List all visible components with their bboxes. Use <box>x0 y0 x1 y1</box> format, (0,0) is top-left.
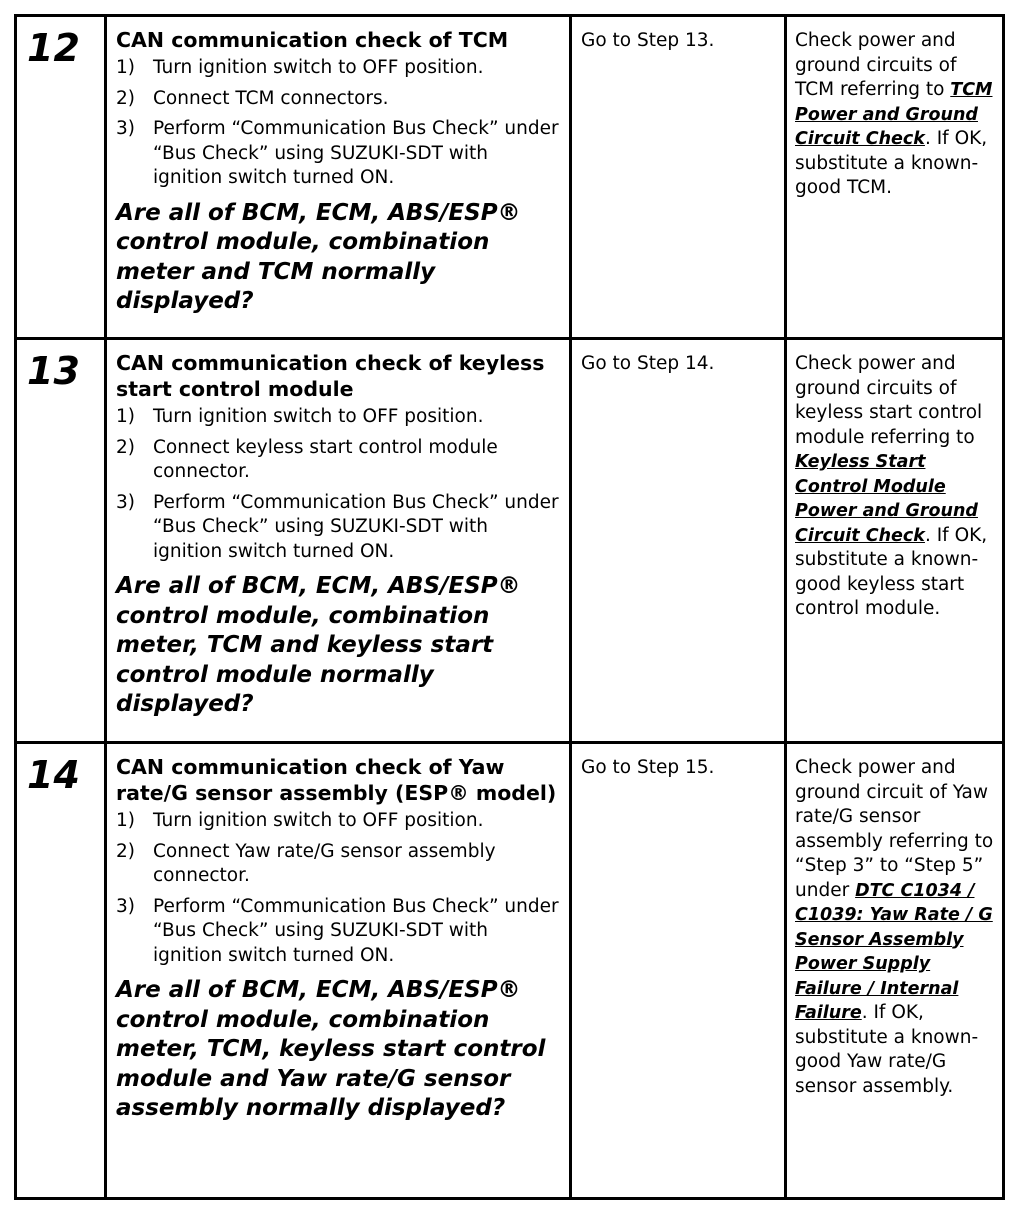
step-title: CAN communication check of Yaw rate/G sensor assembly (ESP® model) <box>116 755 557 805</box>
substep-number: 1) <box>116 406 135 427</box>
substep <box>116 87 561 112</box>
substep-text: Connect TCM connectors. <box>153 87 389 109</box>
step-title: CAN communication check of TCM <box>116 28 509 52</box>
substep <box>116 809 561 834</box>
yes-result: Go to Step 15. <box>581 757 715 778</box>
step-no-cell <box>786 743 1004 1199</box>
step-action-cell <box>106 743 571 1199</box>
step-yes-cell <box>571 743 786 1199</box>
substep-text: Turn ignition switch to OFF position. <box>153 406 484 427</box>
substep-number: 3) <box>116 491 135 513</box>
substep-text: Perform “Communication Bus Check” under “Bus Check” using SUZUKI-SDT with ignition switch turned ON. <box>153 895 559 966</box>
substep-text: Turn ignition switch to OFF position. <box>153 57 484 78</box>
substep-number: 2) <box>116 840 135 862</box>
step-action-cell <box>106 16 571 339</box>
substep <box>116 436 561 485</box>
no-text-after: . If OK, substitute a known-good TCM. <box>795 128 988 198</box>
no-procedure-link[interactable]: DTC C1034 / C1039: Yaw Rate / G Sensor Assembly Power Supply Failure / Internal Failure <box>795 880 993 1023</box>
step-row <box>16 339 1004 743</box>
step-number-cell <box>16 339 106 743</box>
substep-number: 2) <box>116 87 135 109</box>
no-text-after: . If OK, substitute a known-good keyless start control module. <box>795 524 988 619</box>
substep <box>116 56 561 81</box>
substep <box>116 491 561 565</box>
no-text-before: Check power and ground circuit of Yaw rate/G sensor assembly referring to “Step 3” to “Step 5” under <box>795 757 994 901</box>
no-result <box>787 744 1002 1099</box>
substep <box>116 840 561 889</box>
step-row <box>16 743 1004 1199</box>
substep <box>116 117 561 191</box>
yes-result: Go to Step 14. <box>581 353 715 374</box>
step-number-cell <box>16 16 106 339</box>
step-title: CAN communication check of keyless start control module <box>116 351 545 401</box>
no-result <box>787 340 1002 622</box>
step-number-cell <box>16 743 106 1199</box>
substep-number: 1) <box>116 810 135 831</box>
step-question: Are all of BCM, ECM, ABS/ESP® control module, combination meter and TCM normally displayed? <box>116 199 521 314</box>
no-procedure-link[interactable]: TCM Power and Ground Circuit Check <box>795 80 993 149</box>
step-question: Are all of BCM, ECM, ABS/ESP® control module, combination meter, TCM and keyless start control module normally displayed? <box>116 573 521 717</box>
substep-list <box>116 809 561 968</box>
substep-text: Connect keyless start control module connector. <box>153 436 498 482</box>
step-number: 13 <box>27 349 80 393</box>
substep-number: 2) <box>116 436 135 458</box>
substep-number: 1) <box>116 57 135 78</box>
substep-list <box>116 56 561 191</box>
substep-text: Perform “Communication Bus Check” under “Bus Check” using SUZUKI-SDT with ignition switch turned ON. <box>153 118 559 188</box>
diagnostic-steps-table <box>14 14 1005 1200</box>
substep <box>116 405 561 430</box>
no-text-before: Check power and ground circuits of keyless start control module referring to <box>795 353 983 448</box>
step-yes-cell <box>571 16 786 339</box>
step-number: 12 <box>27 26 80 70</box>
no-result <box>787 17 1002 201</box>
no-text-after: . If OK, substitute a known-good Yaw rate/G sensor assembly. <box>795 1002 979 1097</box>
step-no-cell <box>786 16 1004 339</box>
substep-list <box>116 405 561 564</box>
step-yes-cell <box>571 339 786 743</box>
step-no-cell <box>786 339 1004 743</box>
yes-result: Go to Step 13. <box>581 30 715 51</box>
no-procedure-link[interactable]: Keyless Start Control Module Power and Ground Circuit Check <box>795 452 978 546</box>
substep <box>116 895 561 969</box>
substep-text: Perform “Communication Bus Check” under “Bus Check” using SUZUKI-SDT with ignition switch turned ON. <box>153 491 559 562</box>
substep-number: 3) <box>116 895 135 917</box>
substep-text: Connect Yaw rate/G sensor assembly connector. <box>153 840 496 886</box>
no-text-before: Check power and ground circuits of TCM referring to <box>795 30 957 100</box>
step-question: Are all of BCM, ECM, ABS/ESP® control module, combination meter, TCM, keyless start control module and Yaw rate/G sensor assembly normally displayed? <box>116 977 546 1121</box>
step-action-cell <box>106 339 571 743</box>
step-number: 14 <box>27 753 80 797</box>
substep-number: 3) <box>116 118 135 139</box>
substep-text: Turn ignition switch to OFF position. <box>153 810 484 831</box>
step-row <box>16 16 1004 339</box>
